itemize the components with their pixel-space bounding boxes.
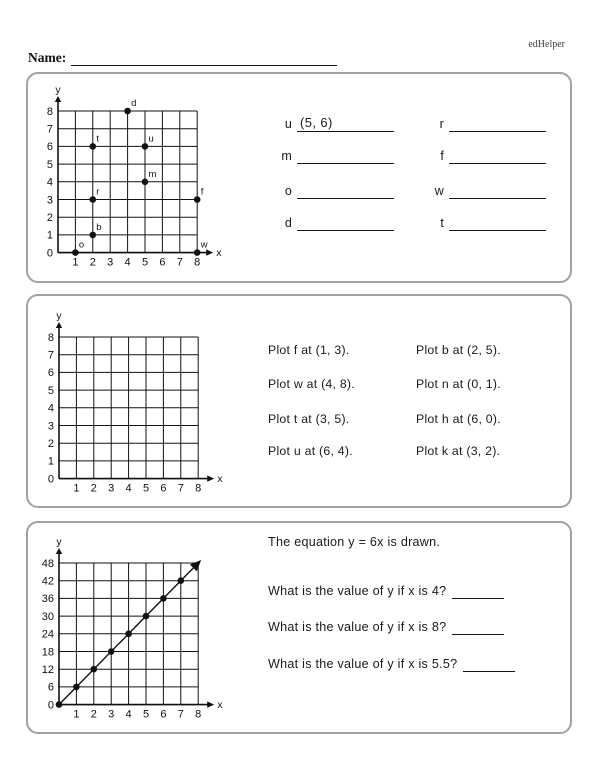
svg-text:0: 0: [47, 473, 54, 486]
equation-line-graph: [33, 537, 224, 723]
svg-text:8: 8: [195, 482, 202, 495]
svg-text:0: 0: [46, 247, 53, 260]
svg-text:24: 24: [41, 628, 54, 641]
question-row: [268, 618, 504, 635]
svg-text:x: x: [217, 474, 223, 486]
svg-text:3: 3: [47, 420, 54, 433]
question-text: What is the value of y if x is 8?: [268, 620, 447, 634]
question-text: What is the value of y if x is 4?: [268, 584, 447, 598]
section-equation-graph: [26, 521, 572, 734]
svg-text:6: 6: [47, 367, 54, 380]
svg-text:6: 6: [160, 708, 167, 721]
svg-text:4: 4: [125, 708, 132, 721]
svg-text:5: 5: [142, 708, 150, 721]
name-label: Name:: [28, 50, 67, 65]
answer-row-d: [270, 213, 394, 231]
svg-text:5: 5: [142, 482, 150, 495]
svg-text:3: 3: [107, 256, 114, 269]
answer-row-o: [270, 181, 394, 199]
svg-text:5: 5: [141, 256, 149, 269]
svg-text:x: x: [217, 700, 223, 712]
answer-blank[interactable]: [297, 116, 394, 132]
svg-text:1: 1: [46, 229, 53, 242]
svg-text:0: 0: [47, 699, 54, 712]
svg-text:4: 4: [124, 256, 131, 269]
svg-text:6: 6: [160, 482, 167, 495]
answer-letter: t: [440, 216, 444, 230]
answer-letter: w: [434, 184, 444, 198]
svg-text:2: 2: [46, 211, 53, 224]
svg-text:4: 4: [125, 482, 132, 495]
answer-blank[interactable]: [449, 148, 546, 164]
svg-text:2: 2: [47, 437, 54, 450]
plot-instruction: Plot n at (0, 1).: [416, 377, 501, 391]
answer-letter: d: [284, 216, 292, 230]
svg-text:2: 2: [89, 256, 96, 269]
question-text: What is the value of y if x is 5.5?: [268, 657, 458, 671]
answer-blank[interactable]: [449, 183, 546, 199]
answer-letter: f: [440, 149, 444, 163]
svg-text:30: 30: [41, 610, 54, 623]
answer-row-m: [270, 146, 394, 164]
name-blank-line[interactable]: [71, 52, 337, 66]
question-row: [268, 582, 504, 599]
svg-text:1: 1: [72, 256, 79, 269]
svg-text:1: 1: [73, 708, 80, 721]
svg-text:5: 5: [47, 384, 54, 397]
svg-text:42: 42: [41, 575, 54, 588]
svg-text:5: 5: [46, 158, 53, 171]
svg-text:3: 3: [108, 708, 115, 721]
svg-text:6: 6: [46, 141, 53, 154]
answer-letter: u: [284, 117, 292, 131]
question-row: [268, 655, 515, 672]
svg-text:7: 7: [176, 256, 183, 269]
plot-instruction: Plot f at (1, 3).: [268, 343, 350, 357]
svg-text:d: d: [131, 98, 137, 110]
plot-instruction: Plot b at (2, 5).: [416, 343, 501, 357]
plot-instruction: Plot h at (6, 0).: [416, 412, 501, 426]
svg-text:y: y: [55, 85, 61, 97]
svg-text:f: f: [200, 186, 204, 198]
answer-letter: o: [284, 184, 292, 198]
answer-letter: m: [281, 149, 292, 163]
answer-row-r: [422, 114, 546, 132]
question-answer-blank[interactable]: [463, 658, 515, 672]
section-plot-instructions: [26, 294, 572, 508]
plot-instruction: Plot t at (3, 5).: [268, 412, 350, 426]
answer-blank[interactable]: [297, 183, 394, 199]
svg-text:3: 3: [46, 194, 53, 207]
svg-text:6: 6: [159, 256, 166, 269]
svg-text:1: 1: [47, 455, 54, 468]
svg-text:36: 36: [41, 593, 54, 606]
svg-text:18: 18: [41, 646, 54, 659]
svg-text:7: 7: [47, 349, 54, 362]
svg-text:3: 3: [108, 482, 115, 495]
answer-value: (5, 6): [300, 115, 333, 130]
answer-row-w: [422, 181, 546, 199]
svg-text:m: m: [148, 168, 157, 180]
svg-text:b: b: [96, 221, 102, 233]
svg-text:4: 4: [46, 176, 53, 189]
answer-blank[interactable]: [297, 148, 394, 164]
svg-text:x: x: [216, 248, 222, 260]
svg-text:6: 6: [47, 681, 54, 694]
question-answer-blank[interactable]: [452, 585, 504, 599]
answer-blank[interactable]: [449, 215, 546, 231]
svg-text:8: 8: [194, 256, 201, 269]
svg-text:1: 1: [73, 482, 80, 495]
svg-text:8: 8: [46, 105, 53, 118]
svg-text:2: 2: [90, 482, 97, 495]
svg-text:o: o: [78, 239, 85, 251]
equation-statement: The equation y = 6x is drawn.: [268, 535, 441, 549]
svg-text:12: 12: [41, 663, 54, 676]
answer-letter: r: [439, 117, 444, 131]
plot-instruction: Plot w at (4, 8).: [268, 377, 355, 391]
answer-blank[interactable]: [449, 116, 546, 132]
plot-instruction: Plot k at (3, 2).: [416, 444, 501, 458]
coordinate-grid-with-points: [32, 85, 223, 271]
coordinate-grid-empty[interactable]: [33, 311, 224, 497]
answer-row-t: [422, 213, 546, 231]
section-plotted-points: [26, 72, 572, 283]
svg-text:7: 7: [177, 708, 184, 721]
svg-text:8: 8: [195, 708, 202, 721]
svg-text:r: r: [96, 186, 100, 198]
svg-text:w: w: [200, 239, 208, 251]
plot-instruction: Plot u at (6, 4).: [268, 444, 353, 458]
brand-logo: edHelper: [528, 39, 565, 50]
svg-text:8: 8: [47, 331, 54, 344]
answer-blank[interactable]: [297, 215, 394, 231]
svg-text:y: y: [56, 311, 62, 323]
answer-row-u: [270, 114, 394, 132]
answer-row-f: [422, 146, 546, 164]
question-answer-blank[interactable]: [452, 621, 504, 635]
svg-text:7: 7: [46, 123, 53, 136]
svg-text:t: t: [96, 133, 99, 145]
svg-text:2: 2: [90, 708, 97, 721]
name-row: [28, 50, 337, 66]
svg-text:4: 4: [47, 402, 54, 415]
svg-text:y: y: [56, 537, 62, 549]
svg-text:7: 7: [177, 482, 184, 495]
svg-text:48: 48: [41, 557, 54, 570]
svg-text:u: u: [148, 133, 154, 145]
